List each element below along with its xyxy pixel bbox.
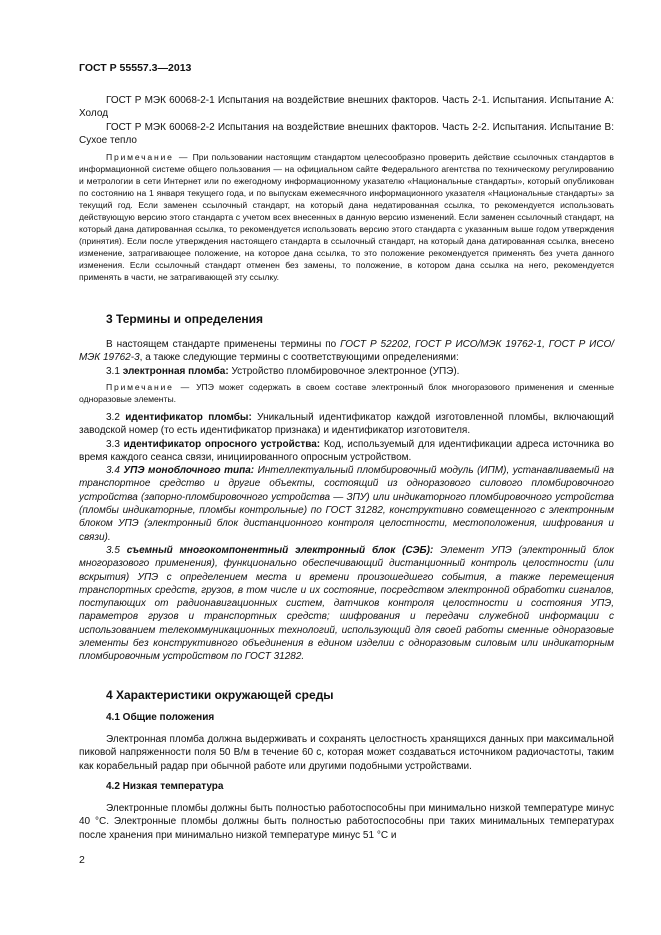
note-text: При пользовании настоящим стандартом целесообразно проверить действие ссылочных стандартов в информационной системе общего пользования — на официальном сайте Федерального агентства по техническому регулированию и метрологии в сети Интернет или по ежегодному информационному указателю «Национальные стандарты», который опубликован по состоянию на 1 января текущего года, и по выпускам ежемесячного информационного указателя «Национальные стандарты» за текущий год. Если заменен ссылочный стандарт, на который дана недатированная ссылка, то рекомендуется использовать действующую версию этого стандарта с учетом всех внесенных в данную версию изменений. Если заменен ссылочный стандарт, на который дана датированная ссылка, то рекомендуется использовать версию этого стандарта с указанным выше годом утверждения (принятия). Если после утверждения настоящего стандарта в ссылочный стандарт, на который дана датированная ссылка, внесено изменение, затрагивающее положение, на которое дана ссылка, то это положение рекомендуется применять без учета данного изменения. Если ссылочный стандарт отменен без замены, то положение, в котором дана ссылка на него, рекомендуется применять в части, не затрагивающей эту ссылку. [79,152,614,282]
term-name: идентификатор опросного устройства: [123,438,321,450]
standard-code-header: ГОСТ Р 55557.3—2013 [79,62,192,74]
term-definition: Элемент УПЭ (электронный блок многоразового применения), функционально обеспечивающий дистанционный контроль целостности (или вскрытия) УПЭ с определением места и времени произошедшего события, а также перемещения транспортных средств, грузов, в том числе и их состояние, посредством электронной обработки сигналов, поступающих от радионавигационных систем, датчиков контроля целостности и состояния УПЭ, параметров грузов и транспортных средств; шифрования и передачи служебной информации с использованием телекоммуникационных технологий, использующий для своей работы сменные одноразовые элементы без конструктивного объединения в едином изделии с одноразовым силовым или индикаторным пломбировочным устройством по ГОСТ 31282. [79,544,615,663]
term-3-4: 3.4 УПЭ моноблочного типа: Интеллектуальный пломбировочный модуль (ИПМ), устанавливаемый на транспортное средство и другие объекты, состоящий из одноразового силового пломбировочного устройства (запорно-пломбировочного устройства — ЗПУ) или индикаторного пломбировочного устройства (пломбы индикаторные, пломбы контрольные) по ГОСТ 31282, конструктивно совмещенного с электронным блоком УПЭ (электронный блок дистанционного контроля целостности, местоположения, шифрования и связи). [79,465,615,543]
terms-3-2-to-3-5 [79,411,614,664]
reference-iec-60068-2-2: ГОСТ Р МЭК 60068-2-2 Испытания на воздействие внешних факторов. Часть 2-2. Испытания. Испытание В: Сухое тепло [79,121,614,146]
term-3-2: 3.2 идентификатор пломбы: Уникальный идентификатор каждой изготовленной пломбы, включающий заводской номер (то есть идентификатор признака) и идентификатор изготовителя. [79,412,614,437]
note-label: Примечание — [106,382,192,392]
term-name: электронная пломба: [122,365,229,377]
referenced-standards: ГОСТ Р 52202, ГОСТ Р ИСО/МЭК 19762-1, ГОСТ Р ИСО/МЭК 19762-3 [79,339,614,364]
term-definition: Уникальный идентификатор каждой изготовленной пломбы, включающий заводской номер (то есть идентификатор признака) и идентификатор изготовителя. [79,412,614,437]
note-text: УПЭ может содержать в своем составе электронный блок многоразового применения и сменные одноразовые элементы. [79,382,614,404]
term-3-1: 3.1 электронная пломба: Устройство пломбировочное электронное (УПЭ). [106,365,460,377]
section-3-intro: В настоящем стандарте применены термины по ГОСТ Р 52202, ГОСТ Р ИСО/МЭК 19762-1, ГОСТ Р ИСО/МЭК 19762-3, а также следующие термины с соответствующими определениями: 3.1 электронная пломба: Устройство пломбировочное электронное (УПЭ). [79,339,614,377]
note-references [79,151,614,283]
section-4-2-title: 4.2 Низкая температура [106,781,224,792]
term-definition: Код, используемый для идентификации адреса источника во время каждого сеанса связи, инициированного опросным устройством. [79,438,614,463]
term-name: УПЭ моноблочного типа: [123,465,255,477]
note-label: Примечание — [106,152,190,162]
term-name: съемный многокомпонентный электронный блок (СЭБ): [126,544,434,556]
term-3-3: 3.3 идентификатор опросного устройства: Код, используемый для идентификации адреса источника во время каждого сеанса связи, инициированного опросным устройством. [79,438,614,463]
term-definition: Устройство пломбировочное электронное (УПЭ). [228,365,460,377]
section-4-2-text: Электронные пломбы должны быть полностью работоспособны при минимально низкой температуре минус 40 °С. Электронные пломбы должны быть полностью работоспособны при таких минимальных температурах после хранения при минимально низкой температуре минус 51 °С и [79,803,614,841]
page-number: 2 [79,854,85,866]
term-name: идентификатор пломбы: [125,412,252,423]
section-4-title: 4 Характеристики окружающей среды [106,688,334,702]
section-4-1-text: Электронная пломба должна выдерживать и сохранять целостность хранящихся данных при максимальной пиковой напряженности поля 50 В/м в течение 60 с, которая может создаваться источником радиочастоты, таким как корабельный радар при обычной работе или другими подобными устройствами. [79,734,614,772]
note-term-3-1 [79,381,614,405]
section-4-1-title: 4.1 Общие положения [106,712,215,723]
normative-references [79,94,614,147]
term-3-5: 3.5 съемный многокомпонентный электронный блок (СЭБ): Элемент УПЭ (электронный блок многоразового применения), функционально обеспечивающий дистанционный контроль целостности (или вскрытия) УПЭ с определением места и времени произошедшего события, а также перемещения транспортных средств, грузов, в том числе и их состояние, посредством электронной обработки сигналов, поступающих от радионавигационных систем, датчиков контроля целостности и состояния УПЭ, параметров грузов и транспортных средств; шифрования и передачи служебной информации с использованием телекоммуникационных технологий, использующий для своей работы сменные одноразовые элементы без конструктивного объединения в едином изделии с одноразовым силовым или индикаторным пломбировочным устройством по ГОСТ 31282. [79,544,615,663]
section-3-title: 3 Термины и определения [106,312,264,326]
reference-iec-60068-2-1: ГОСТ Р МЭК 60068-2-1 Испытания на воздействие внешних факторов. Часть 2-1. Испытания. Испытание А: Холод [79,95,614,120]
term-definition: Интеллектуальный пломбировочный модуль (ИПМ), устанавливаемый на транспортное средство и другие объекты, состоящий из одноразового силового пломбировочного устройства (запорно-пломбировочного устройства — ЗПУ) или индикаторного пломбировочного устройства (пломбы индикаторные, пломбы контрольные) по ГОСТ 31282, конструктивно совмещенного с электронным блоком УПЭ (электронный блок дистанционного контроля целостности, местоположения, шифрования и связи). [79,465,615,543]
